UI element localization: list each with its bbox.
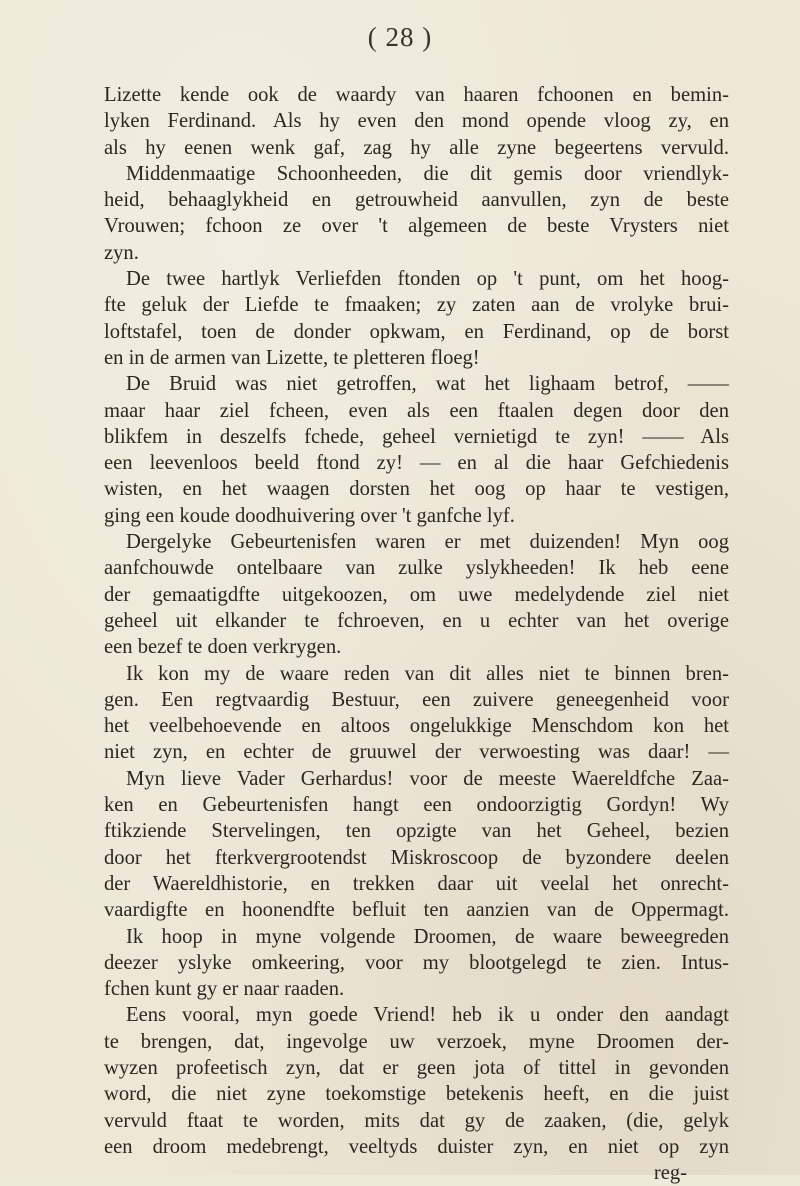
text-line: niet zyn, en echter de gruuwel der verwoesting was daar! — [104,741,729,764]
text-line: ken en Gebeurtenisfen hangt een ondoorzigtig Gordyn! Wy [104,794,729,817]
text-line: De Bruid was niet getroffen, wat het lighaam betrof, —— [126,373,729,396]
catchword: reg- [653,1162,687,1185]
text-line: vervuld ftaat te worden, mits dat gy de zaaken, (die, gelyk [104,1109,729,1132]
text-line: lyken Ferdinand. Als hy even den mond opende vloog zy, en [104,110,729,133]
text-line: zyn. [104,241,139,264]
text-line: gen. Een regtvaardig Bestuur, een zuivere geneegenheid voor [104,688,729,711]
text-line: wyzen profeetisch zyn, dat er geen jota of tittel in gevonden [104,1056,729,1079]
text-line: het veelbehoevende en altoos ongelukkige Menschdom kon het [104,715,729,738]
text-line: Ik kon my de waare reden van dit alles niet te binnen bren- [126,662,729,685]
text-line: Eens vooral, myn goede Vriend! heb ik u onder den aandagt [126,1004,729,1027]
text-line: deezer yslyke omkeering, voor my blootgelegd te zien. Intus- [104,951,729,974]
text-line: De twee hartlyk Verliefden ftonden op 't punt, om het hoog- [126,268,729,291]
text-line: Myn lieve Vader Gerhardus! voor de meeste Waereldfche Zaa- [126,767,729,790]
text-line: loftstafel, toen de donder opkwam, en Ferdinand, op de borst [104,320,729,343]
text-line: te brengen, dat, ingevolge uw verzoek, myne Droomen der- [104,1030,729,1053]
text-line: der gemaatigdfte uitgekoozen, om uwe medelydende ziel niet [104,583,729,606]
text-line: wisten, en het waagen dorsten het oog op haar te vestigen, [104,478,729,501]
text-line: fchen kunt gy er naar raaden. [104,978,345,1001]
text-line: als hy eenen wenk gaf, zag hy alle zyne begeertens vervuld. [104,136,729,159]
text-line: geheel uit elkander te fchroeven, en u echter van het overige [104,609,729,632]
text-line: heid, behaaglykheid en getrouwheid aanvullen, zyn de beste [104,189,729,212]
catchword-line [104,1160,729,1186]
text-line: Lizette kende ook de waardy van haaren fchoonen en bemin- [104,84,729,106]
text-line: een leevenloos beeld ftond zy! — en al die haar Gefchiedenis [104,452,729,475]
text-line: blikfem in deszelfs fchede, geheel vernietigd te zyn! —— Als [104,425,729,448]
text-line: word, die niet zyne toekomstige betekenis heeft, en die juist [104,1083,729,1106]
text-line: fte geluk der Liefde te fmaaken; zy zaten aan de vrolyke brui- [104,294,729,317]
page-number: ( 28 ) [367,22,433,52]
text-line: vaardigfte en hoonendfte befluit ten aanzien van de Oppermagt. [104,899,729,922]
text-line: Ik hoop in myne volgende Droomen, de waare beweegreden [126,925,729,948]
text-line: maar haar ziel fcheen, even als een ftaalen degen door den [104,399,729,422]
text-line: Dergelyke Gebeurtenisfen waren er met duizenden! Myn oog [126,531,729,554]
text-line: der Waereldhistorie, en trekken daar uit veelal het onrecht- [104,872,729,895]
text-line: ftikziende Stervelingen, ten opzigte van het Geheel, bezien [104,820,729,843]
text-line: Vrouwen; fchoon ze over 't algemeen de beste Vrysters niet [104,215,729,238]
text-line: ging een koude doodhuivering over 't ganfche lyf. [104,504,515,527]
text-line: een droom medebrengt, veeltyds duister zyn, en niet op zyn [104,1135,729,1158]
text-line: en in de armen van Lizette, te pletteren floeg! [104,346,480,369]
text-line: door het fterkvergrootendst Miskroscoop de byzondere deelen [104,846,729,869]
text-line: Middenmaatige Schoonheeden, die dit gemis door vriendlyk- [126,162,729,185]
text-line: aanfchouwde ontelbaare van zulke yslykheeden! Ik heb eene [104,557,729,580]
body-text [104,82,729,1186]
text-line: een bezef te doen verkrygen. [104,636,342,659]
